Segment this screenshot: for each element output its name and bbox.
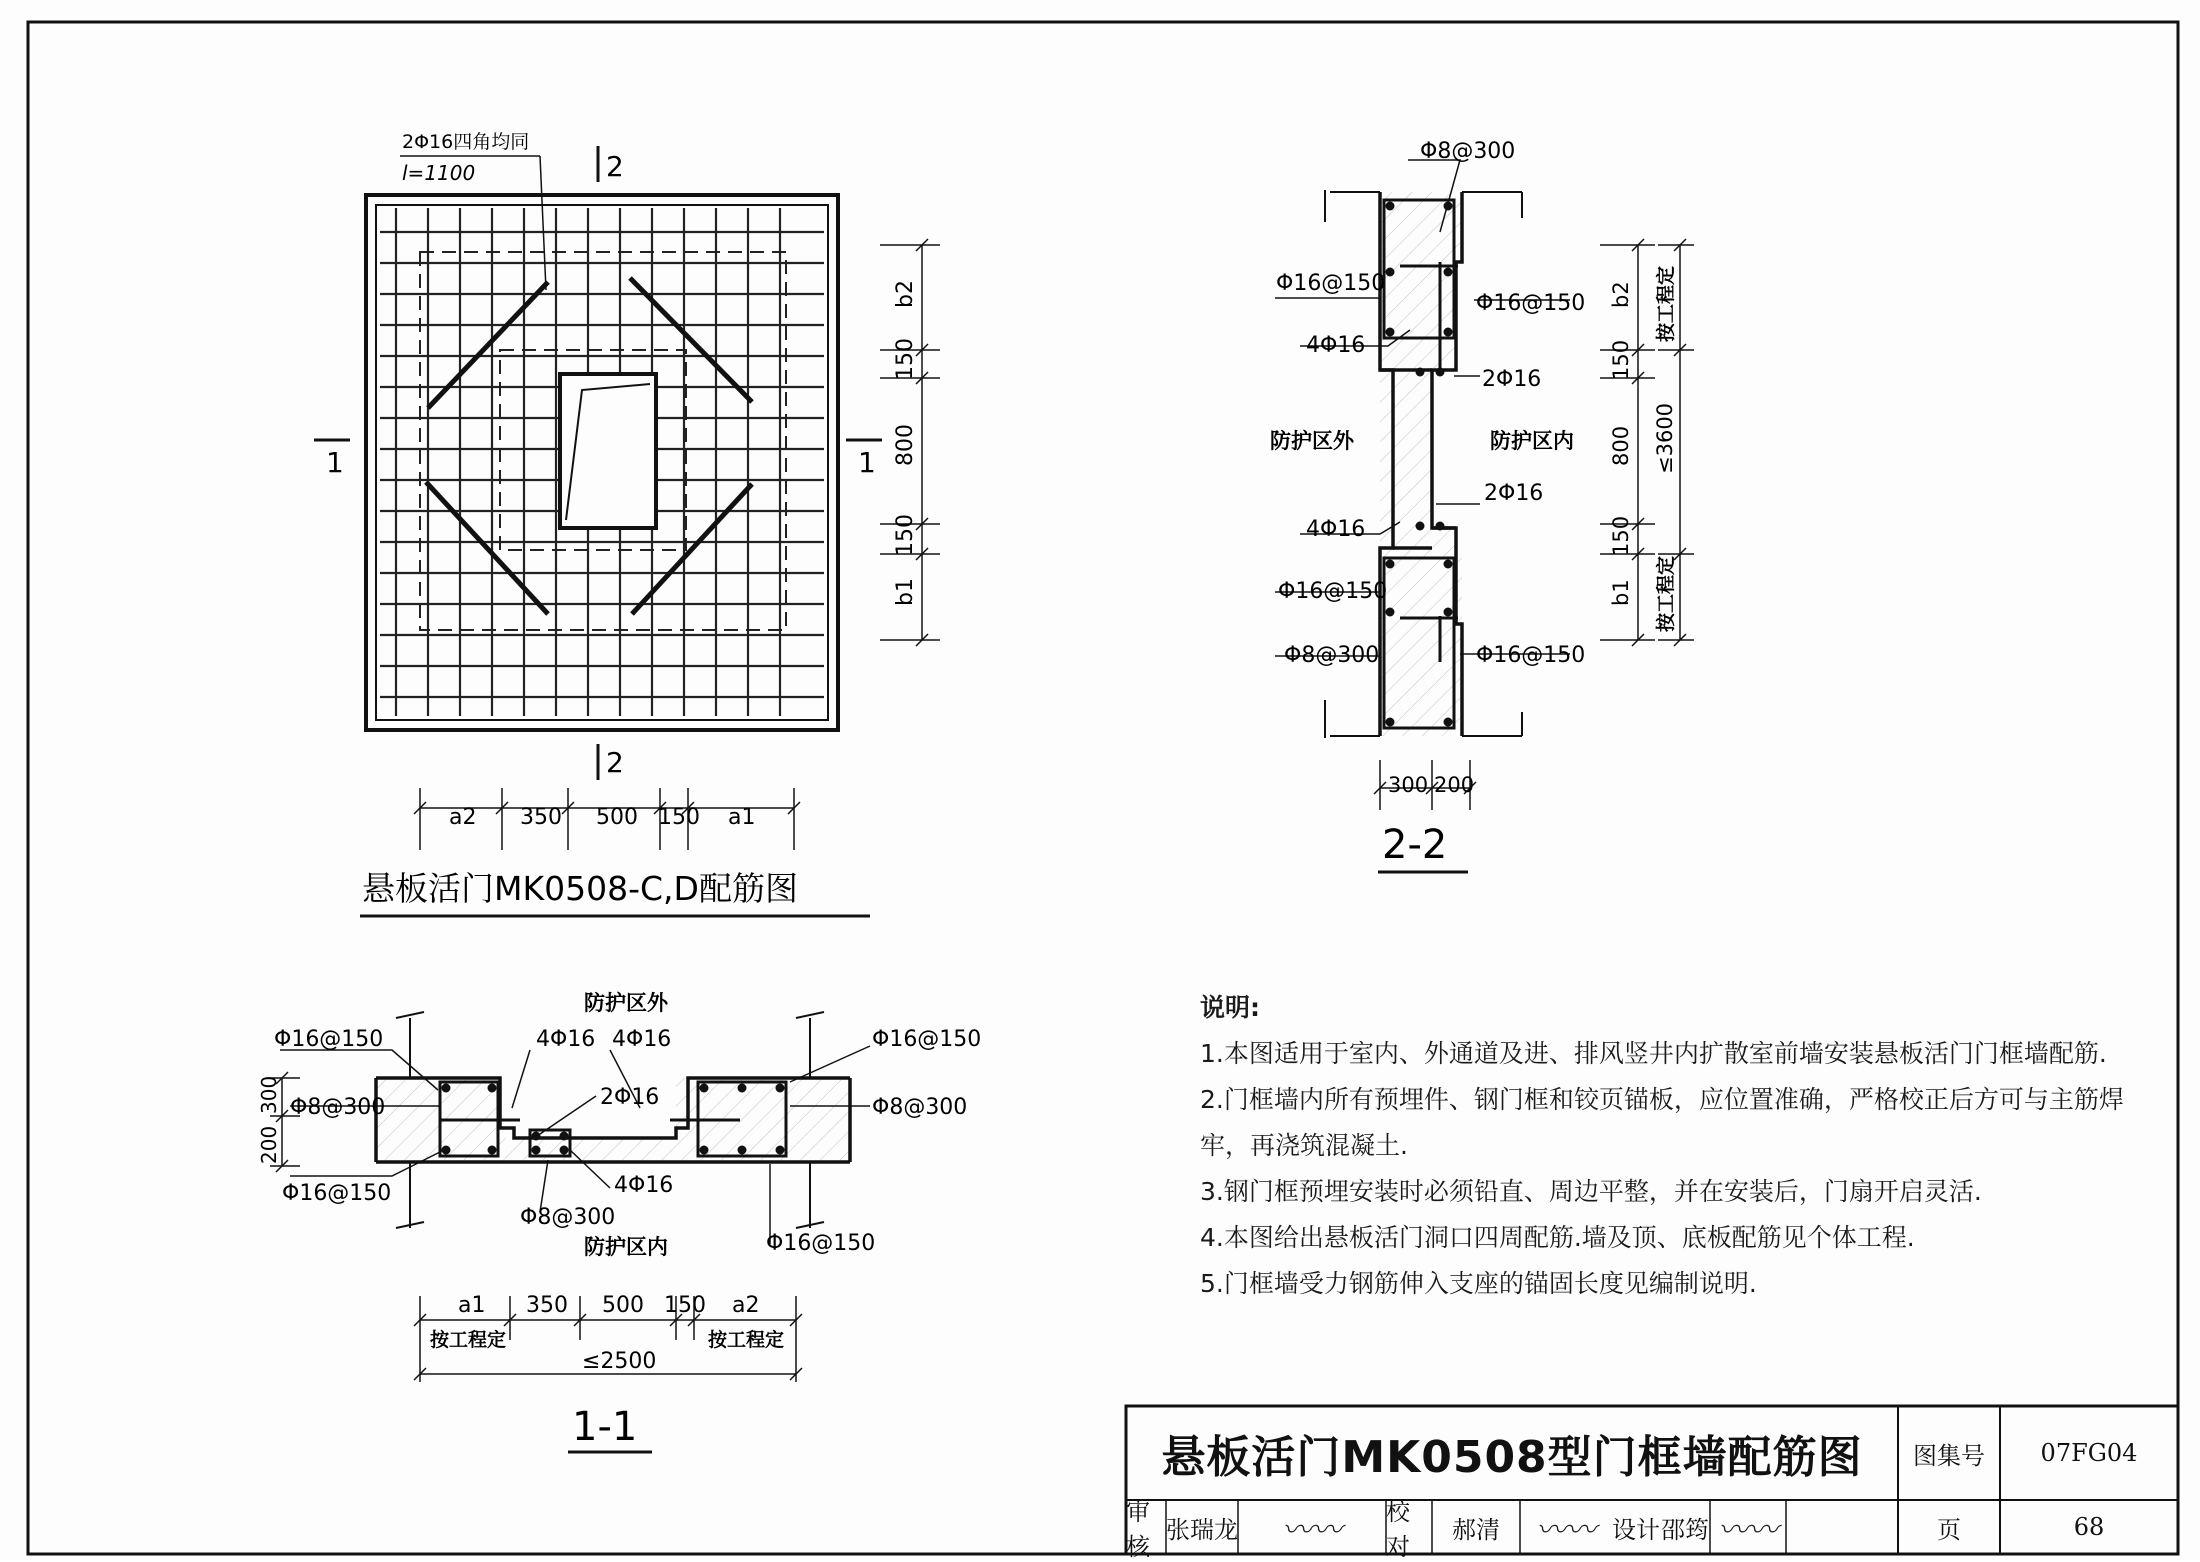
s11-left-stirrup: Φ8@300 [290,1095,386,1120]
section-2-2-title: 2-2 [1382,822,1448,868]
s11-outside: 防护区外 [584,991,668,1015]
diagonal-bar [426,482,548,614]
s11-right-top-mesh: Φ16@150 [872,1027,982,1052]
s11-left-bottom-mesh: Φ16@150 [282,1181,392,1206]
rebar-dot [738,1084,747,1093]
notes-block [1200,985,2150,1307]
s11-main-b: 4Φ16 [612,1027,672,1052]
elev-dim-right-0: b2 [893,280,918,308]
rebar-dot [560,1132,569,1141]
s22-dim-far-2: 按工程定 [1655,555,1677,632]
s22-inside: 防护区内 [1490,429,1574,453]
s22-dim-right-2: 800 [1609,425,1633,466]
bar-note-leader [540,156,546,290]
elev-dim-bottom-2: 500 [596,805,638,830]
s11-dim-left-1: 200 [257,1125,281,1164]
atlas-label: 图集号 [1913,1441,1985,1470]
section-label-2-bottom: 2 [606,746,624,779]
atlas-number: 07FG04 [2040,1439,2138,1467]
notes-heading: 说明: [1200,993,1260,1022]
elev-dim-bottom-3: 150 [658,805,700,830]
s22-top-stirrup: Φ8@300 [1420,139,1516,164]
s11-dim-bottom-3: 150 [664,1293,706,1318]
rebar-dot [1416,368,1425,377]
note-item-3: 3.钢门框预埋安装时必须铅直、周边平整，并在安装后，门扇开启灵活. [1200,1177,1982,1206]
s11-dim-bottom2-1: 按工程定 [708,1329,785,1351]
section-label-2-top: 2 [606,150,624,183]
s22-upper-right-mesh: Φ16@150 [1476,291,1586,316]
elev-dim-right-3: 150 [893,514,918,556]
rebar-dot [1416,522,1425,531]
rebar-dot [1386,718,1395,727]
s11-left-top-mesh: Φ16@150 [274,1027,384,1052]
page-number: 68 [2073,1513,2105,1541]
rebar-dot [488,1146,497,1155]
design-signature: 〰〰 [1718,1513,1778,1548]
rebar-dot [1436,368,1445,377]
rebar-dot [1386,268,1395,277]
diagonal-bar [428,282,548,408]
s11-main-a: 4Φ16 [536,1027,596,1052]
page-label: 页 [1937,1515,1961,1544]
rebar-dot [1444,608,1453,617]
s11-dim-total: ≤2500 [582,1349,657,1374]
s11-dim-left-0: 300 [257,1075,281,1114]
check-name: 郝清 [1452,1515,1500,1544]
rebar-dot [560,1146,569,1155]
rebar-dot [1386,202,1395,211]
note-item-1: 1.本图适用于室内、外通道及进、排风竖井内扩散室前墙安装悬板活门门框墙配筋. [1200,1039,2107,1068]
rebar-dot [1386,560,1395,569]
s22-upper-main: 4Φ16 [1306,333,1366,358]
note-item-2: 2.门框墙内所有预埋件、钢门框和铰页锚板，应位置准确，严格校正后方可与主筋焊 [1200,1085,2124,1114]
elev-dim-bottom-0: a2 [449,805,477,830]
s22-lower-left-mesh: Φ16@150 [1278,579,1388,604]
elev-dim-right-4: b1 [893,578,918,606]
sheet-title: 悬板活门MK0508型门框墙配筋图 [1161,1432,1863,1483]
s11-main-c: 4Φ16 [614,1173,674,1198]
s11-right-bottom-mesh: Φ16@150 [766,1231,876,1256]
sheet-border [28,22,2178,1561]
s22-dim-right-0: b2 [1609,281,1633,308]
elev-dim-right-1: 150 [893,338,918,380]
bar-note-2: l=1100 [402,161,476,185]
s11-dim-bottom2-0: 按工程定 [430,1329,507,1351]
s22-dim-far-1: ≤3600 [1653,402,1677,474]
s22-dim-right-4: b1 [1609,579,1633,606]
s11-right-stirrup: Φ8@300 [872,1095,968,1120]
elevation-title: 悬板活门MK0508-C,D配筋图 [362,869,798,908]
section-1-1-view [257,991,981,1452]
s11-dim-bottom-2: 500 [602,1293,644,1318]
s11-inside: 防护区内 [584,1235,668,1259]
rebar-dot [700,1084,709,1093]
rebar-dot [776,1084,785,1093]
section-label-1-left: 1 [326,446,344,479]
s22-outside: 防护区外 [1270,429,1354,453]
rebar-dot [1386,608,1395,617]
check-signature: 〰〰 [1536,1513,1596,1548]
bar-note-1: 2Φ16四角均同 [402,131,530,153]
s11-center-stirrup: Φ8@300 [520,1205,616,1230]
rebar-dot [488,1084,497,1093]
s11-extra: 2Φ16 [600,1085,660,1110]
review-signature: 〰〰 [1282,1513,1342,1548]
s11-dim-bottom-4: a2 [732,1293,760,1318]
s22-dim-right-1: 150 [1609,339,1633,380]
s22-dim-bottom-1: 200 [1434,773,1475,797]
s22-lower-stirrup: Φ8@300 [1284,643,1380,668]
check-label: 校对 [1386,1498,1410,1561]
design-label: 设计 [1612,1515,1660,1544]
rebar-dot [738,1146,747,1155]
note-item-5: 5.门框墙受力钢筋伸入支座的锚固长度见编制说明. [1200,1269,1757,1298]
rebar-dot [1444,268,1453,277]
design-name: 邵筠 [1661,1515,1709,1544]
s22-lower-main: 4Φ16 [1306,517,1366,542]
s22-upper-left-mesh: Φ16@150 [1276,271,1386,296]
rebar-dot [1444,328,1453,337]
rebar-dot [442,1084,451,1093]
rebar-dot [1444,560,1453,569]
review-name: 张瑞龙 [1166,1515,1238,1544]
rebar-dot [532,1132,541,1141]
s11-dim-bottom-1: 350 [526,1293,568,1318]
elev-dim-bottom-1: 350 [520,805,562,830]
s22-dim-far-0: 按工程定 [1655,265,1677,342]
s22-dim-bottom-0: 300 [1388,773,1429,797]
rebar-dot [1386,328,1395,337]
rebar-dot [1436,522,1445,531]
elev-dim-bottom-4: a1 [728,805,756,830]
elev-dim-right-2: 800 [893,424,918,466]
s22-dim-right-3: 150 [1609,515,1633,556]
section-label-1-right: 1 [858,446,876,479]
s22-lower-extra: 2Φ16 [1484,481,1544,506]
rebar-dot [1444,718,1453,727]
section-2-2-view [1270,139,1694,872]
note-item-2-continued: 牢，再浇筑混凝土. [1200,1131,1408,1160]
rebar-dot [532,1146,541,1155]
section-1-1-title: 1-1 [572,1404,638,1450]
s11-dim-bottom-0: a1 [458,1293,486,1318]
review-label: 审核 [1126,1498,1150,1561]
elevation-view [314,131,940,916]
rebar-dot [700,1146,709,1155]
s22-upper-extra: 2Φ16 [1482,367,1542,392]
rebar-dot [776,1146,785,1155]
s22-lower-right-mesh: Φ16@150 [1476,643,1586,668]
note-item-4: 4.本图给出悬板活门洞口四周配筋.墙及顶、底板配筋见个体工程. [1200,1223,1915,1252]
